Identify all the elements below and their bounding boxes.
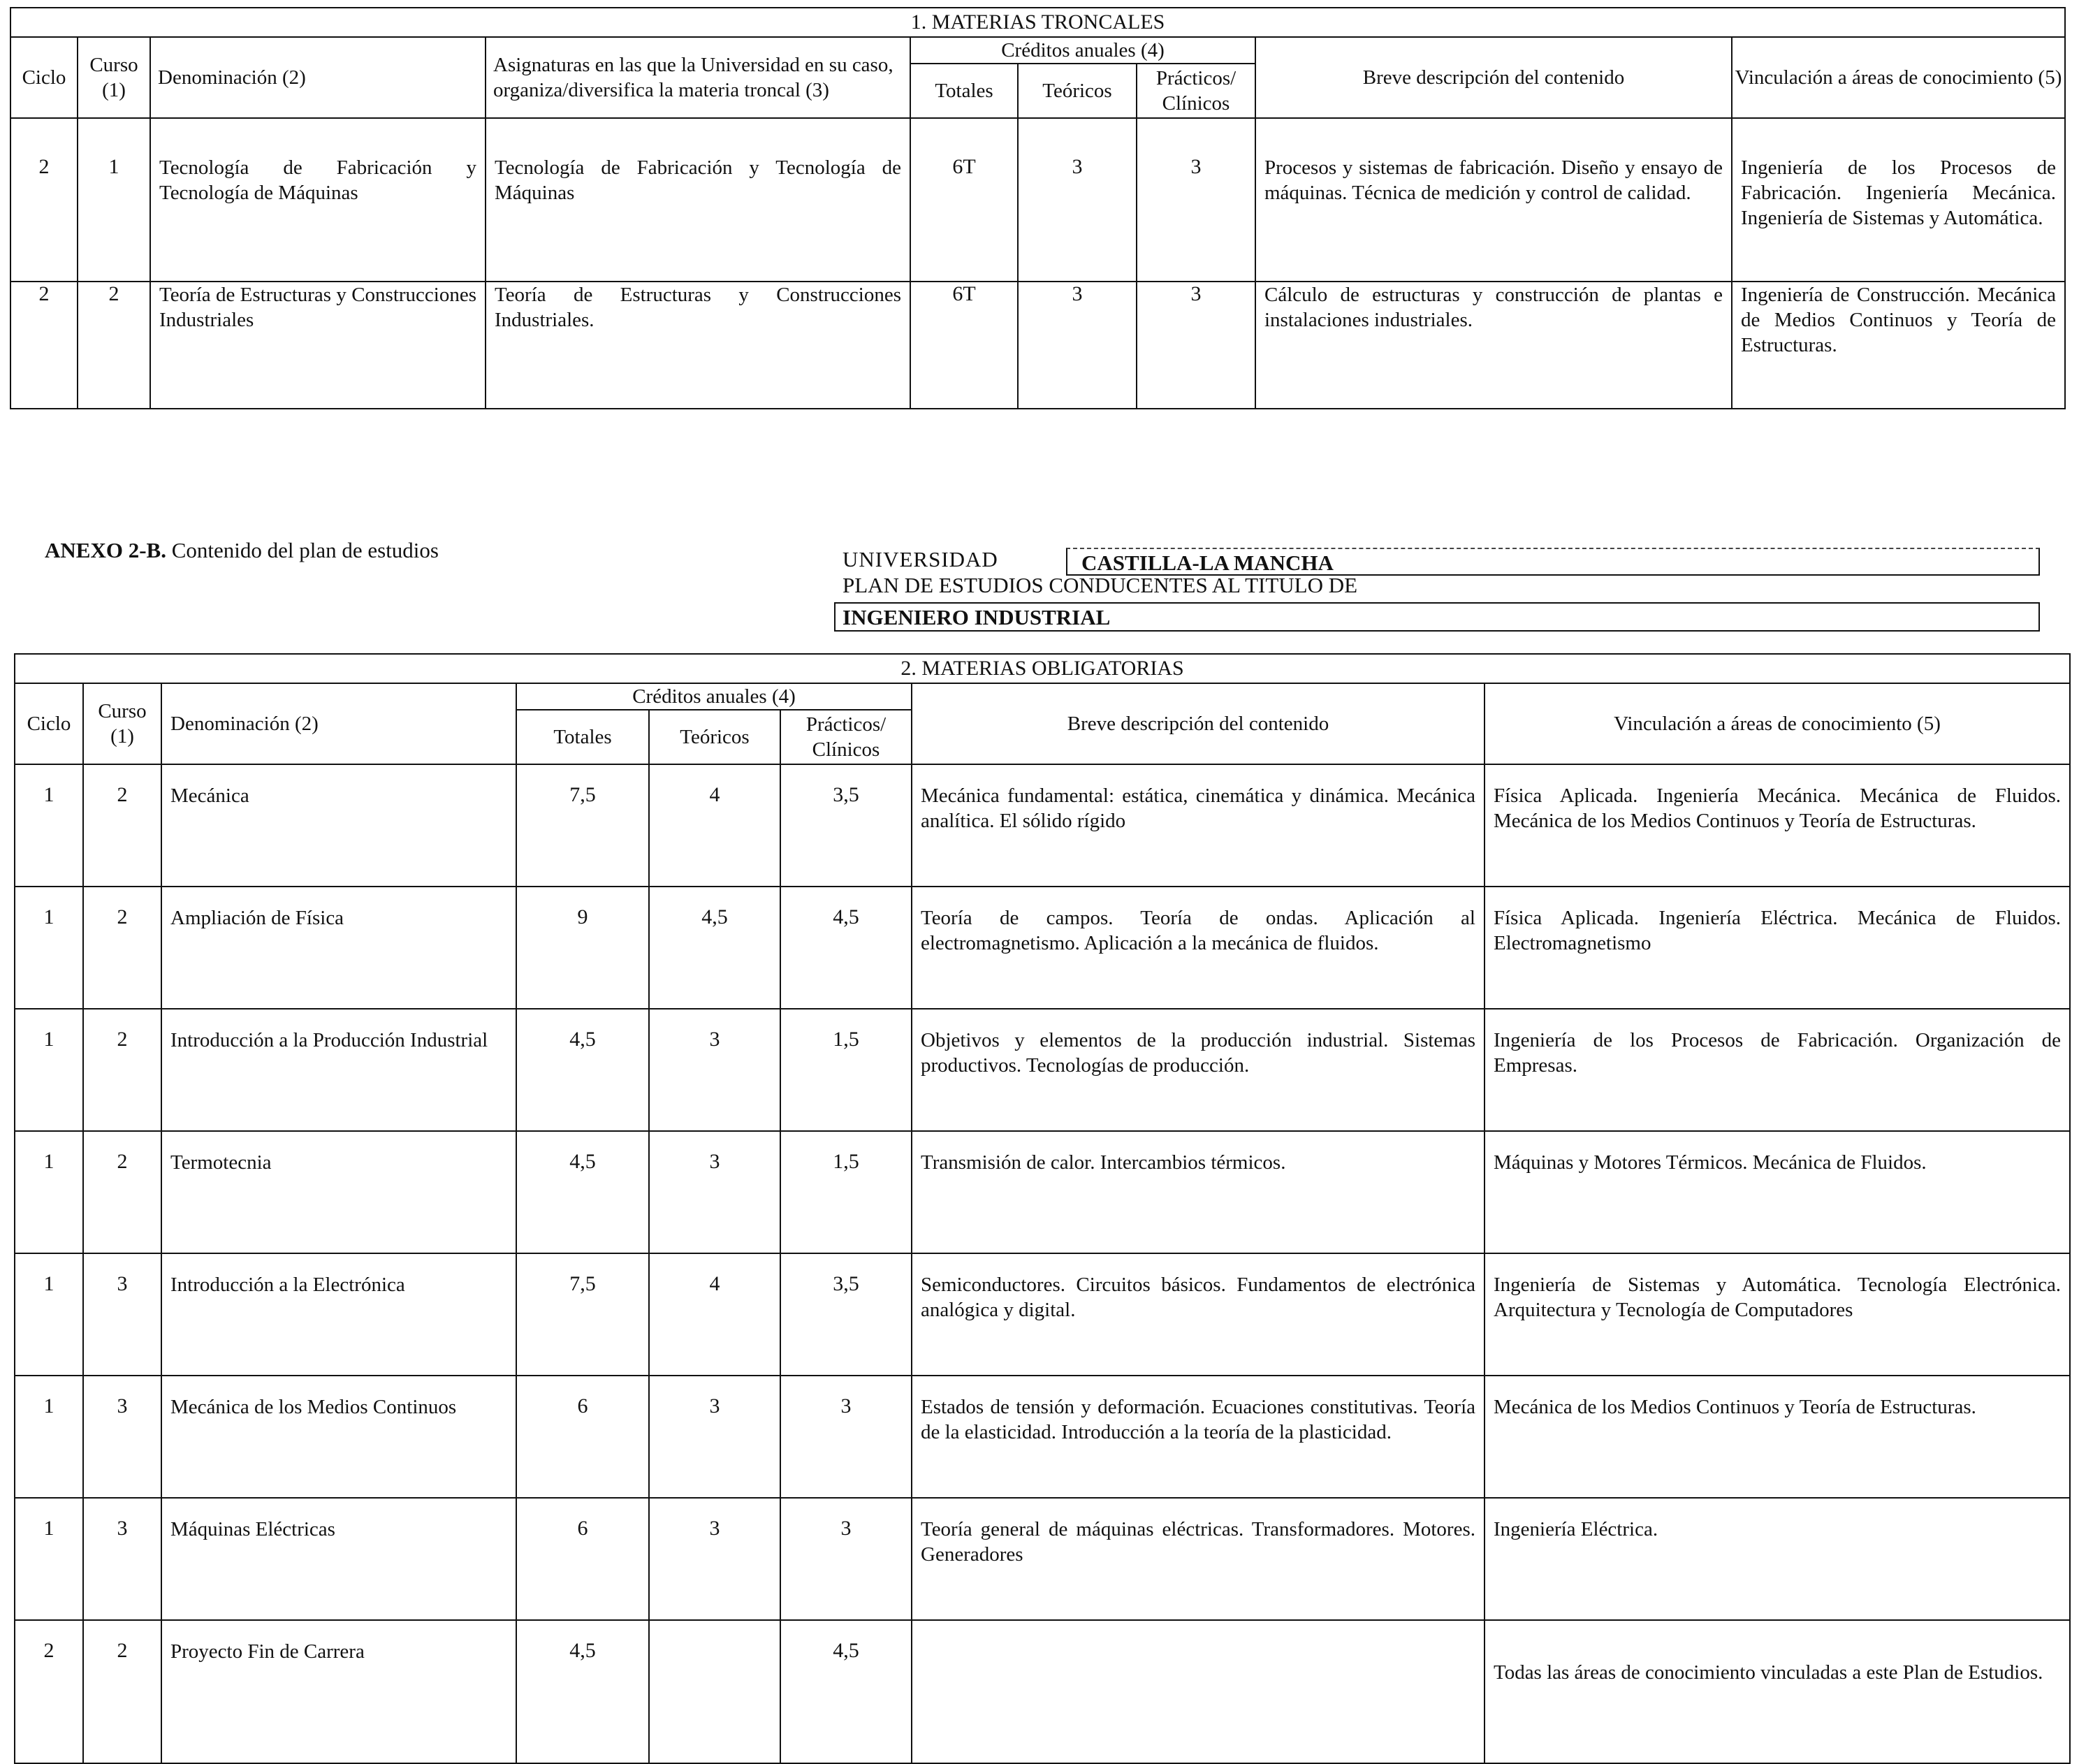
cell-denominacion: Introducción a la Electrónica bbox=[161, 1253, 516, 1376]
cell-ciclo: 1 bbox=[15, 1131, 83, 1253]
header-creditos: Créditos anuales (4) bbox=[516, 683, 912, 710]
cell-totales: 6T bbox=[910, 282, 1018, 409]
cell-practicos: 1,5 bbox=[780, 1009, 912, 1131]
cell-practicos: 3 bbox=[780, 1498, 912, 1620]
annex-label: ANEXO 2-B. bbox=[45, 538, 166, 562]
header-vinculacion: Vinculación a áreas de conocimiento (5) bbox=[1732, 37, 2065, 118]
cell-practicos: 4,5 bbox=[780, 887, 912, 1009]
header-totales: Totales bbox=[910, 64, 1018, 118]
cell-curso: 2 bbox=[83, 887, 161, 1009]
cell-denominacion: Tecnología de Fabricación y Tecnología de Máquinas bbox=[150, 118, 486, 282]
cell-teoricos: 3 bbox=[649, 1376, 780, 1498]
cell-denominacion: Mecánica bbox=[161, 764, 516, 887]
cell-totales: 9 bbox=[516, 887, 649, 1009]
cell-descripcion: Estados de tensión y deformación. Ecuaciones constitutivas. Teoría de la elasticidad. Introducción a la teoría de la plasticidad. bbox=[912, 1376, 1485, 1498]
cell-vinculacion: Mecánica de los Medios Continuos y Teoría de Estructuras. bbox=[1485, 1376, 2070, 1498]
table-row bbox=[15, 1376, 2070, 1498]
cell-vinculacion: Ingeniería de los Procesos de Fabricación. Ingeniería Mecánica. Ingeniería de Sistemas y Automática. bbox=[1732, 118, 2065, 282]
cell-ciclo: 1 bbox=[15, 1253, 83, 1376]
cell-vinculacion: Todas las áreas de conocimiento vinculadas a este Plan de Estudios. bbox=[1485, 1620, 2070, 1763]
header-practicos: Prácticos/ Clínicos bbox=[1137, 64, 1255, 118]
cell-vinculacion: Física Aplicada. Ingeniería Eléctrica. Mecánica de Fluidos. Electromagnetismo bbox=[1485, 887, 2070, 1009]
cell-practicos: 3,5 bbox=[780, 1253, 912, 1376]
header-teoricos: Teóricos bbox=[649, 710, 780, 764]
obligatorias-body bbox=[15, 764, 2070, 1763]
cell-totales: 6 bbox=[516, 1376, 649, 1498]
cell-denominacion: Teoría de Estructuras y Construcciones Industriales bbox=[150, 282, 486, 409]
table-row bbox=[15, 1131, 2070, 1253]
cell-descripcion: Transmisión de calor. Intercambios térmicos. bbox=[912, 1131, 1485, 1253]
cell-ciclo: 1 bbox=[15, 1498, 83, 1620]
plan-label: PLAN DE ESTUDIOS CONDUCENTES AL TITULO DE bbox=[842, 573, 1358, 597]
cell-totales: 4,5 bbox=[516, 1009, 649, 1131]
cell-denominacion: Introducción a la Producción Industrial bbox=[161, 1009, 516, 1131]
troncales-table bbox=[10, 7, 2066, 409]
cell-curso: 2 bbox=[78, 282, 150, 409]
header-practicos: Prácticos/ Clínicos bbox=[780, 710, 912, 764]
cell-vinculacion: Ingeniería de Sistemas y Automática. Tecnología Electrónica. Arquitectura y Tecnología de Computadores bbox=[1485, 1253, 2070, 1376]
table-row bbox=[15, 1498, 2070, 1620]
cell-vinculacion: Ingeniería de los Procesos de Fabricación. Organización de Empresas. bbox=[1485, 1009, 2070, 1131]
cell-asignaturas: Teoría de Estructuras y Construcciones Industriales. bbox=[486, 282, 910, 409]
cell-practicos: 3,5 bbox=[780, 764, 912, 887]
cell-practicos: 4,5 bbox=[780, 1620, 912, 1763]
table-row bbox=[15, 1009, 2070, 1131]
cell-practicos: 3 bbox=[1137, 118, 1255, 282]
header-teoricos: Teóricos bbox=[1018, 64, 1137, 118]
header-curso: Curso (1) bbox=[78, 37, 150, 118]
table-row bbox=[15, 1253, 2070, 1376]
cell-vinculacion: Física Aplicada. Ingeniería Mecánica. Mecánica de Fluidos. Mecánica de los Medios Continuos y Teoría de Estructuras. bbox=[1485, 764, 2070, 887]
header-creditos: Créditos anuales (4) bbox=[910, 37, 1255, 64]
cell-teoricos: 3 bbox=[649, 1131, 780, 1253]
cell-denominacion: Mecánica de los Medios Continuos bbox=[161, 1376, 516, 1498]
cell-ciclo: 1 bbox=[15, 887, 83, 1009]
cell-descripcion: Objetivos y elementos de la producción industrial. Sistemas productivos. Tecnologías de producción. bbox=[912, 1009, 1485, 1131]
obligatorias-title: 2. MATERIAS OBLIGATORIAS bbox=[15, 654, 2070, 683]
cell-teoricos: 3 bbox=[1018, 282, 1137, 409]
university-name: CASTILLA-LA MANCHA bbox=[1066, 548, 2040, 576]
cell-teoricos bbox=[649, 1620, 780, 1763]
cell-denominacion: Proyecto Fin de Carrera bbox=[161, 1620, 516, 1763]
cell-curso: 3 bbox=[83, 1253, 161, 1376]
cell-teoricos: 3 bbox=[1018, 118, 1137, 282]
cell-descripcion: Teoría de campos. Teoría de ondas. Aplicación al electromagnetismo. Aplicación a la mecánica de fluidos. bbox=[912, 887, 1485, 1009]
header-denominacion: Denominación (2) bbox=[150, 37, 486, 118]
cell-descripcion: Cálculo de estructuras y construcción de plantas e instalaciones industriales. bbox=[1255, 282, 1732, 409]
header-ciclo: Ciclo bbox=[15, 683, 83, 764]
cell-vinculacion: Ingeniería Eléctrica. bbox=[1485, 1498, 2070, 1620]
cell-teoricos: 4 bbox=[649, 764, 780, 887]
cell-ciclo: 2 bbox=[10, 282, 78, 409]
annex-text: Contenido del plan de estudios bbox=[166, 538, 439, 562]
cell-curso: 2 bbox=[83, 764, 161, 887]
cell-ciclo: 2 bbox=[10, 118, 78, 282]
cell-ciclo: 1 bbox=[15, 1009, 83, 1131]
cell-practicos: 3 bbox=[1137, 282, 1255, 409]
table-row bbox=[15, 1620, 2070, 1763]
header-asignaturas: Asignaturas en las que la Universidad en su caso, organiza/diversifica la materia troncal (3) bbox=[486, 37, 910, 118]
table-row bbox=[15, 887, 2070, 1009]
troncales-title: 1. MATERIAS TRONCALES bbox=[10, 8, 2065, 37]
cell-descripcion: Teoría general de máquinas eléctricas. Transformadores. Motores. Generadores bbox=[912, 1498, 1485, 1620]
cell-totales: 4,5 bbox=[516, 1620, 649, 1763]
cell-totales: 7,5 bbox=[516, 764, 649, 887]
header-totales: Totales bbox=[516, 710, 649, 764]
header-ciclo: Ciclo bbox=[10, 37, 78, 118]
cell-curso: 3 bbox=[83, 1498, 161, 1620]
header-vinculacion: Vinculación a áreas de conocimiento (5) bbox=[1485, 683, 2070, 764]
cell-ciclo: 1 bbox=[15, 1376, 83, 1498]
cell-denominacion: Termotecnia bbox=[161, 1131, 516, 1253]
cell-curso: 1 bbox=[78, 118, 150, 282]
cell-teoricos: 3 bbox=[649, 1009, 780, 1131]
cell-descripcion: Semiconductores. Circuitos básicos. Fundamentos de electrónica analógica y digital. bbox=[912, 1253, 1485, 1376]
cell-descripcion bbox=[912, 1620, 1485, 1763]
cell-denominacion: Ampliación de Física bbox=[161, 887, 516, 1009]
cell-vinculacion: Ingeniería de Construcción. Mecánica de Medios Continuos y Teoría de Estructuras. bbox=[1732, 282, 2065, 409]
cell-vinculacion: Máquinas y Motores Térmicos. Mecánica de Fluidos. bbox=[1485, 1131, 2070, 1253]
annex-heading bbox=[45, 538, 439, 563]
cell-curso: 2 bbox=[83, 1009, 161, 1131]
cell-descripcion: Mecánica fundamental: estática, cinemática y dinámica. Mecánica analítica. El sólido rígido bbox=[912, 764, 1485, 887]
header-denominacion: Denominación (2) bbox=[161, 683, 516, 764]
cell-denominacion: Máquinas Eléctricas bbox=[161, 1498, 516, 1620]
cell-curso: 2 bbox=[83, 1131, 161, 1253]
cell-teoricos: 3 bbox=[649, 1498, 780, 1620]
cell-totales: 7,5 bbox=[516, 1253, 649, 1376]
cell-ciclo: 2 bbox=[15, 1620, 83, 1763]
degree-title: INGENIERO INDUSTRIAL bbox=[834, 602, 2040, 632]
cell-asignaturas: Tecnología de Fabricación y Tecnología de Máquinas bbox=[486, 118, 910, 282]
obligatorias-table bbox=[14, 653, 2071, 1764]
cell-totales: 6 bbox=[516, 1498, 649, 1620]
table-row bbox=[15, 764, 2070, 887]
table-row bbox=[10, 282, 2065, 409]
cell-totales: 4,5 bbox=[516, 1131, 649, 1253]
cell-curso: 2 bbox=[83, 1620, 161, 1763]
table-row bbox=[10, 118, 2065, 282]
cell-ciclo: 1 bbox=[15, 764, 83, 887]
cell-teoricos: 4 bbox=[649, 1253, 780, 1376]
cell-descripcion: Procesos y sistemas de fabricación. Diseño y ensayo de máquinas. Técnica de medición y control de calidad. bbox=[1255, 118, 1732, 282]
header-descripcion: Breve descripción del contenido bbox=[1255, 37, 1732, 118]
cell-teoricos: 4,5 bbox=[649, 887, 780, 1009]
cell-practicos: 3 bbox=[780, 1376, 912, 1498]
university-label: UNIVERSIDAD bbox=[842, 547, 998, 571]
header-curso: Curso (1) bbox=[83, 683, 161, 764]
header-descripcion: Breve descripción del contenido bbox=[912, 683, 1485, 764]
cell-curso: 3 bbox=[83, 1376, 161, 1498]
cell-totales: 6T bbox=[910, 118, 1018, 282]
cell-practicos: 1,5 bbox=[780, 1131, 912, 1253]
